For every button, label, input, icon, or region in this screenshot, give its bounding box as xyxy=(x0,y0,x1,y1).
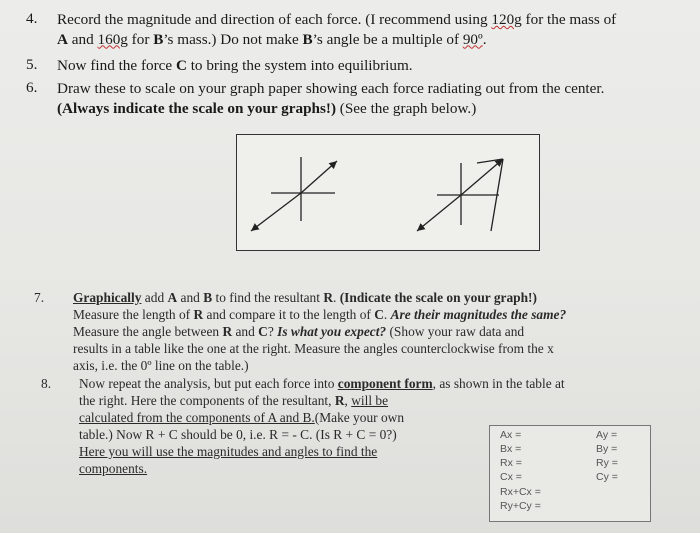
left-force-a-arrow xyxy=(301,161,337,193)
example-force-graph xyxy=(236,134,540,251)
item-7-text: Graphically add A and B to find the resultant R. (Indicate the scale on your graph!) Measure the length of R and compare it to the length of C. Are their magnitudes the same? Measure the angle between R and C? Is what you expect? (Show your raw data and results in a table like the one at the right. Measure the angles counterclockwise from the x axis, i.e. the 0º line on the table.) xyxy=(73,290,567,373)
table-cell: Ay = xyxy=(596,429,618,441)
right-force-b-arrow xyxy=(417,195,461,231)
item-number-7: 7. xyxy=(34,290,45,305)
item-number-6: 6. xyxy=(26,79,38,96)
table-cell: By = xyxy=(596,443,618,455)
table-cell: Ax = xyxy=(500,429,522,441)
item-number-4: 4. xyxy=(26,10,38,27)
item-number-8: 8. xyxy=(41,376,52,391)
table-cell: Ry+Cy = xyxy=(500,500,541,512)
right-force-a-arrow xyxy=(461,159,503,195)
item-6-text: Draw these to scale on your graph paper showing each force radiating out from the center. (Always indicate the scale on your graphs!) (See the graph below.) xyxy=(57,80,605,117)
table-cell: Cy = xyxy=(596,471,618,483)
item-5-text: Now find the force C to bring the system into equilibrium. xyxy=(57,57,413,74)
item-number-5: 5. xyxy=(26,56,38,73)
table-cell: Ry = xyxy=(596,457,618,469)
component-table xyxy=(489,425,651,522)
table-cell: Cx = xyxy=(500,471,522,483)
force-vectors-diagram xyxy=(237,135,539,250)
left-force-b-arrow xyxy=(251,193,301,231)
item-8-text: Now repeat the analysis, but put each force into component form, as shown in the table at the right. Here the components of the resultant, R, will be calculated from the components of A and B.(Make your own table.) Now R + C should be 0, i.e. R = - C. (Is R + C = 0?) Here you will use the magnitudes and angles to find the components. xyxy=(79,376,565,476)
table-cell: Bx = xyxy=(500,443,522,455)
table-cell: Rx+Cx = xyxy=(500,486,541,498)
table-cell: Rx = xyxy=(500,457,522,469)
item-4-text: Record the magnitude and direction of each force. (I recommend using 120g for the mass of A and 160g for B’s mass.) Do not make B’s angle be a multiple of 90º. xyxy=(57,11,617,48)
